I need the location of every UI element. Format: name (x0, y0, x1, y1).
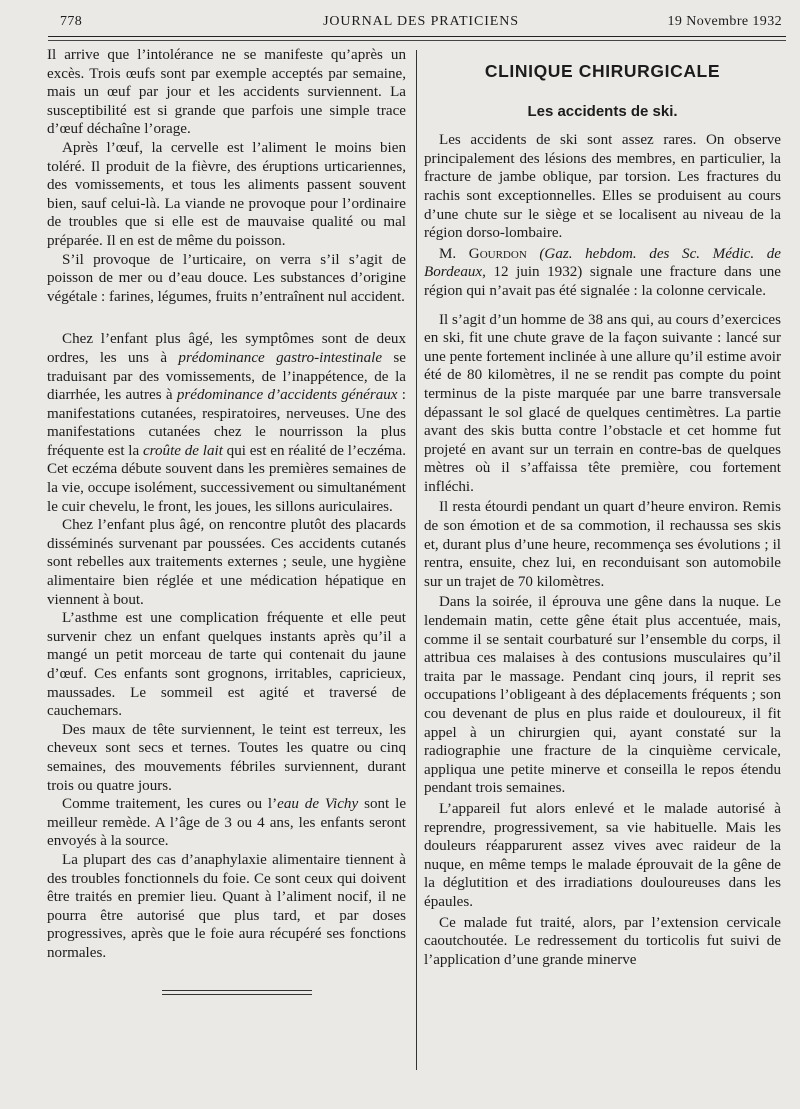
right-column (424, 56, 781, 969)
paragraph: Des maux de tête surviennent, le teint est terreux, les cheveux sont secs et ternes. Toutes les quatre ou cinq semaines, des mouvements fébriles surviennent, durant trois ou quatre jours. (47, 721, 406, 794)
author-name: M. Gourdon (439, 245, 527, 262)
end-ornament (162, 990, 312, 998)
journal-title: JOURNAL DES PRATICIENS (323, 14, 519, 29)
paragraph: Ce malade fut traité, alors, par l’extension cervicale caoutchoutée. Le redressement du torticolis fut suivi de l’application d’une grande minerve (424, 914, 781, 968)
paragraph: Il arrive que l’intolérance ne se manifeste qu’après un excès. Trois œufs sont par exemple acceptés par semaine, mais un œuf par jour et les accidents surviennent. La susceptibilité est si grande que parfois une simple trace d’œuf déchaîne l’orage. (47, 47, 406, 138)
header-rule (48, 36, 786, 37)
paragraph: La plupart des cas d’anaphylaxie alimentaire tiennent à des troubles fonctionnels du foie. Ce sont ceux qui doivent être traités en premier lieu. Quant à l’aliment nocif, il ne pourra être autorisé que plus tard, et par doses progressives, après que le foie aura récupéré ses fonctions normales. (47, 851, 406, 961)
paragraph: Dans la soirée, il éprouva une gêne dans la nuque. Le lendemain matin, cette gêne était plus accentuée, mais, comme il se sentait courbaturé sur l’ensemble du corps, il attribua ces malaises à des contusions musculaires qu’il traita par le massage. Pendant cinq jours, il reprit ses occupations l’obligeant à des déplacements fréquents ; son cou devenant de plus en plus raide et douloureux, il fit appel à un chirurgien qui, ayant constaté sur la radiographie une fracture de la cinquième cervicale, appliqua une petite minerve et conseilla le repos étendu pendant trois semaines. (424, 594, 781, 797)
left-column (47, 46, 406, 963)
paragraph: Chez l’enfant plus âgé, on rencontre plutôt des placards disséminés survenant par poussées. Ces accidents cutanés sont rebelles aux traitements externes ; seule, une hygiène alimentaire bien réglée et une médication hépatique en viennent à bout. (47, 517, 406, 608)
paragraph: Il resta étourdi pendant un quart d’heure environ. Remis de son émotion et de sa commotion, il rechaussa ses skis et, durant plus d’une heure, recommença ses évolutions ; il rentra, ensuite, chez lui, en reconduisant son automobile sur un trajet de 70 kilomètres. (424, 499, 781, 590)
paragraph: L’asthme est une complication fréquente et elle peut survenir chez un enfant quelques instants après qu’il a mangé un petit morceau de tarte qui contenait du jaune d’œuf. Ces enfants sont grognons, irritables, capricieux, maussades. Le sommeil est agité et traversé de cauchemars. (47, 610, 406, 720)
paragraph: Chez l’enfant plus âgé, les symptômes sont de deux ordres, les uns à prédominance gastro-intestinale se traduisant par des vomissements, de l’inappétence, de la diarrhée, les autres à prédominance d’accidents généraux : manifestations cutanées, respiratoires, nerveuses. Une des manifestations cutanées chez le nourrisson la plus fréquente est la croûte de lait qui est en réalité de l’eczéma. Cet eczéma débute souvent dans les premières semaines de la vie, occupe isolément, successivement ou simultanément le cuir chevelu, le front, les joues, les sillons auriculaires. (47, 331, 407, 515)
emphasis: croûte de lait (142, 442, 223, 459)
column-divider (416, 50, 417, 1070)
paragraph: Il s’agit d’un homme de 38 ans qui, au cours d’exercices en ski, fit une chute grave de la façon suivante : lancé sur une pente fortement inclinée à une allure qu’il estime avoir été de 80 kilomètres, il ne se rendit pas compte du point terminus de la piste marquée par une barre transversale dépassant le sol glacé de quelques centimètres. La partie avant des skis butta contre l’obstacle et cet homme fut projeté en avant sur un terrain en contre-bas de quelques mètres où il s’affaissa tête première, cou fortement infléchi. (424, 311, 781, 495)
paragraph: Comme traitement, les cures ou l’eau de Vichy sont le meilleur remède. A l’âge de 3 ou 4 ans, les enfants seront envoyés à la source. (47, 796, 407, 850)
section-title: CLINIQUE CHIRURGICALE (484, 61, 721, 81)
emphasis: eau de Vichy (277, 796, 359, 813)
paragraph: S’il provoque de l’urticaire, on verra s’il s’agit de poisson de mer ou d’eau douce. Les substances d’origine végétale : farines, légumes, fruits n’entraînent nul accident. (47, 251, 406, 305)
paragraph: Les accidents de ski sont assez rares. On observe principalement des lésions des membres, en particulier, la fracture de jambe oblique, par torsion. Les fractures du rachis sont exceptionnelles. Elles se produisent au cours d’une chute sur le siège et se localisent au niveau de la région dorso-lombaire. (424, 132, 781, 242)
citation: (Gaz. hebdom. des Sc. Médic. de Bordeaux, (424, 245, 781, 281)
emphasis: prédominance gastro-intestinale (178, 349, 383, 366)
running-header (60, 14, 782, 34)
header-rule-thin (48, 40, 786, 41)
page-number: 778 (60, 14, 83, 29)
paragraph: Après l’œuf, la cervelle est l’aliment le moins bien toléré. Il produit de la fièvre, des éruptions urticariennes, des vomissements, et tous les aliments passent souvent bien, sauf celui-là. La viande ne provoque pour l’ordinaire de troubles que si elle est de mauvaise qualité ou mal préparée. Il en est de même du poisson. (47, 139, 406, 249)
paragraph: M. Gourdon (Gaz. hebdom. des Sc. Médic. de Bordeaux, 12 juin 1932) signale une fracture dans une région qui n’avait pas été signalée : la colonne cervicale. (424, 245, 781, 299)
emphasis: prédominance d’accidents généraux (176, 387, 398, 404)
article-title: Les accidents de ski. (527, 102, 678, 120)
paragraph: L’appareil fut alors enlevé et le malade autorisé à reprendre, progressivement, sa vie habituelle. Mais les douleurs réapparurent assez vives avec raideur de la nuque, en même temps le malade éprouvait de la gêne de la déglutition et des irradiations douloureuses dans les épaules. (424, 800, 781, 910)
issue-date: 19 Novembre 1932 (667, 14, 782, 29)
